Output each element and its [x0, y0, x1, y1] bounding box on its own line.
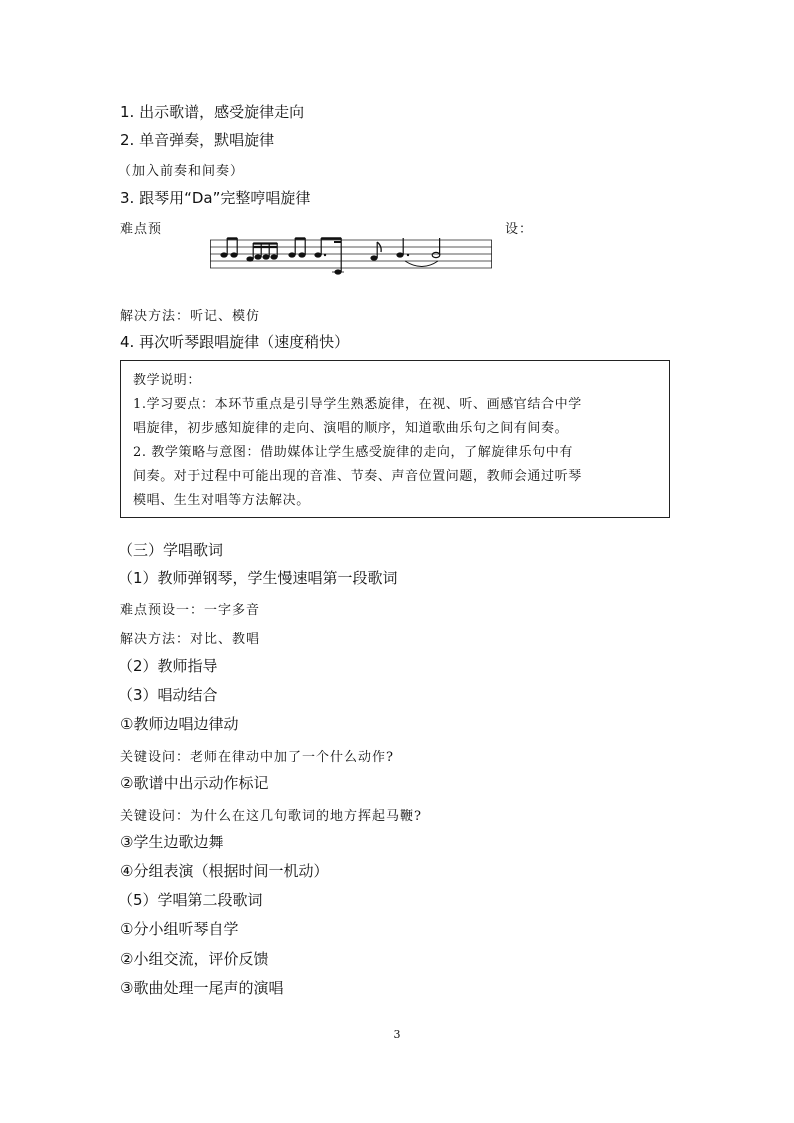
activity-5: ①分小组听琴自学 — [120, 920, 239, 938]
notes-point-2-line-2: 间奏。对于过程中可能出现的音准、节奏、声音位置问题，教师会通过听琴 — [133, 469, 582, 484]
section-3-item-5: （5）学唱第二段歌词 — [118, 891, 263, 909]
difficulty-1: 难点预设一：一字多音 — [120, 603, 261, 618]
activity-3: ③学生边歌边舞 — [120, 833, 224, 851]
activity-6: ②小组交流，评价反馈 — [120, 950, 269, 968]
step-2-note: （加入前奏和间奏） — [118, 164, 245, 179]
activity-7: ③歌曲处理一尾声的演唱 — [120, 979, 284, 997]
key-question-1: 关键设问：老师在律动中加了一个什么动作? — [120, 750, 394, 765]
solution-method-2: 解决方法：对比、教唱 — [120, 632, 261, 647]
section-3-item-3: （3）唱动结合 — [118, 686, 218, 704]
key-question-2: 关键设问：为什么在这几句歌词的地方挥起马鞭? — [120, 809, 422, 824]
section-3-item-2: （2）教师指导 — [118, 657, 218, 675]
step-2: 2. 单音弹奏，默唱旋律 — [120, 131, 275, 149]
activity-2: ②歌谱中出示动作标记 — [120, 774, 269, 792]
activity-1: ①教师边唱边律动 — [120, 715, 239, 733]
step-4: 4. 再次听琴跟唱旋律（速度稍快） — [120, 333, 350, 351]
difficulty-label-end: 设： — [505, 222, 534, 237]
page-number: 3 — [393, 1028, 401, 1041]
activity-4: ④分组表演（根据时间一机动） — [120, 862, 329, 880]
solution-method-1: 解决方法：听记、模仿 — [120, 309, 261, 324]
notes-point-1-line-2: 唱旋律，初步感知旋律的走向、演唱的顺序，知道歌曲乐句之间有间奏。 — [133, 421, 569, 436]
notes-point-2-line-1: 2. 教学策略与意图：借助媒体让学生感受旋律的走向，了解旋律乐句中有 — [133, 445, 573, 460]
notes-point-1-line-1: 1.学习要点：本环节重点是引导学生熟悉旋律，在视、听、画感官结合中学 — [133, 397, 582, 412]
notes-point-2-line-3: 模唱、生生对唱等方法解决。 — [133, 493, 310, 508]
difficulty-label-start: 难点预 — [120, 222, 163, 237]
step-1: 1. 出示歌谱，感受旋律走向 — [120, 103, 305, 121]
music-staff-excerpt — [210, 232, 495, 278]
step-3: 3. 跟琴用“Da”完整哼唱旋律 — [120, 189, 311, 207]
notes-title: 教学说明： — [133, 373, 202, 388]
section-3-heading: （三）学唱歌词 — [118, 541, 224, 559]
section-3-item-1: （1）教师弹钢琴，学生慢速唱第一段歌词 — [118, 569, 398, 587]
teaching-notes-box — [120, 360, 670, 518]
